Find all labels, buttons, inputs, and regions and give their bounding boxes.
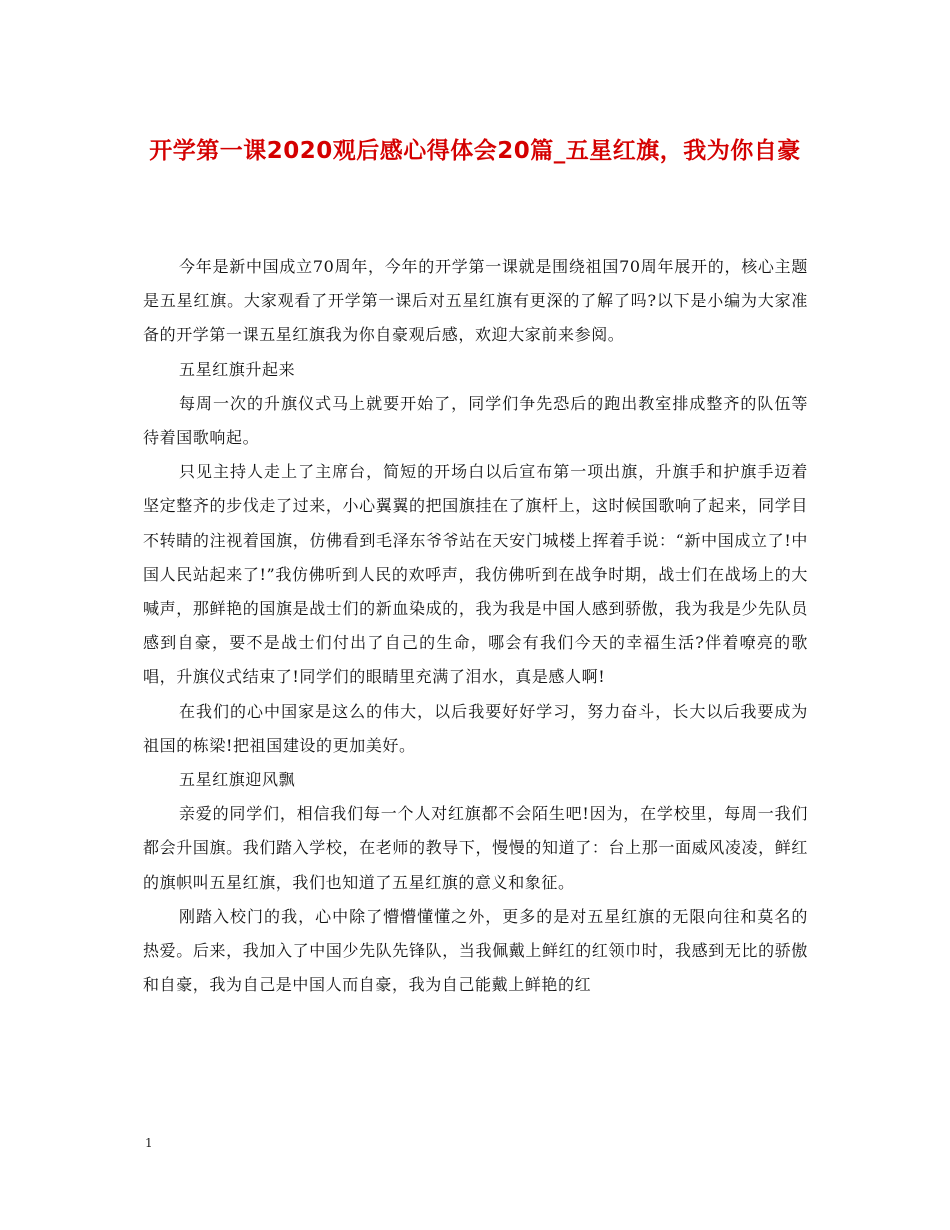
page-number: 1 (145, 1136, 153, 1150)
document-body (143, 250, 808, 1002)
document-title: 开学第一课2020观后感心得体会20篇_五星红旗，我为你自豪 (149, 138, 801, 164)
body-paragraph: 每周一次的升旗仪式马上就要开始了，同学们争先恐后的跑出教室排成整齐的队伍等待着国歌响起。 (143, 393, 808, 448)
section-heading: 五星红旗升起来 (179, 359, 296, 379)
body-paragraph: 只见主持人走上了主席台，简短的开场白以后宣布第一项出旗，升旗手和护旗手迈着坚定整齐的步伐走了过来，小心翼翼的把国旗挂在了旗杆上，这时候国歌响了起来，同学目不转睛的注视着国旗，仿佛看到毛泽东爷爷站在天安门城楼上挥着手说：“新中国成立了!中国人民站起来了!”我仿佛听到人民的欢呼声，我仿佛听到在战争时期，战士们在战场上的大喊声，那鲜艳的国旗是战士们的新血染成的，我为我是中国人感到骄傲，我为我是少先队员感到自豪，要不是战士们付出了自己的生命，哪会有我们今天的幸福生活?伴着嘹亮的歌唱，升旗仪式结束了!同学们的眼睛里充满了泪水，真是感人啊! (143, 462, 808, 687)
body-paragraph: 刚踏入校门的我，心中除了懵懵懂懂之外，更多的是对五星红旗的无限向往和莫名的热爱。后来，我加入了中国少先队先锋队，当我佩戴上鲜红的红领巾时，我感到无比的骄傲和自豪，我为自己是中国人而自豪，我为自己能戴上鲜艳的红 (143, 906, 808, 995)
body-paragraph: 在我们的心中国家是这么的伟大，以后我要好好学习，努力奋斗，长大以后我要成为祖国的栋梁!把祖国建设的更加美好。 (143, 701, 808, 755)
body-paragraph: 亲爱的同学们，相信我们每一个人对红旗都不会陌生吧!因为，在学校里，每周一我们都会升国旗。我们踏入学校，在老师的教导下，慢慢的知道了：台上那一面威风凌凌，鲜红的旗帜叫五星红旗，我们也知道了五星红旗的意义和象征。 (143, 804, 808, 892)
body-paragraph: 今年是新中国成立70周年，今年的开学第一课就是围绕祖国70周年展开的，核心主题是五星红旗。大家观看了开学第一课后对五星红旗有更深的了解了吗?以下是小编为大家准备的开学第一课五星红旗我为你自豪观后感，欢迎大家前来参阅。 (143, 257, 808, 345)
section-heading: 五星红旗迎风飘 (179, 770, 296, 790)
